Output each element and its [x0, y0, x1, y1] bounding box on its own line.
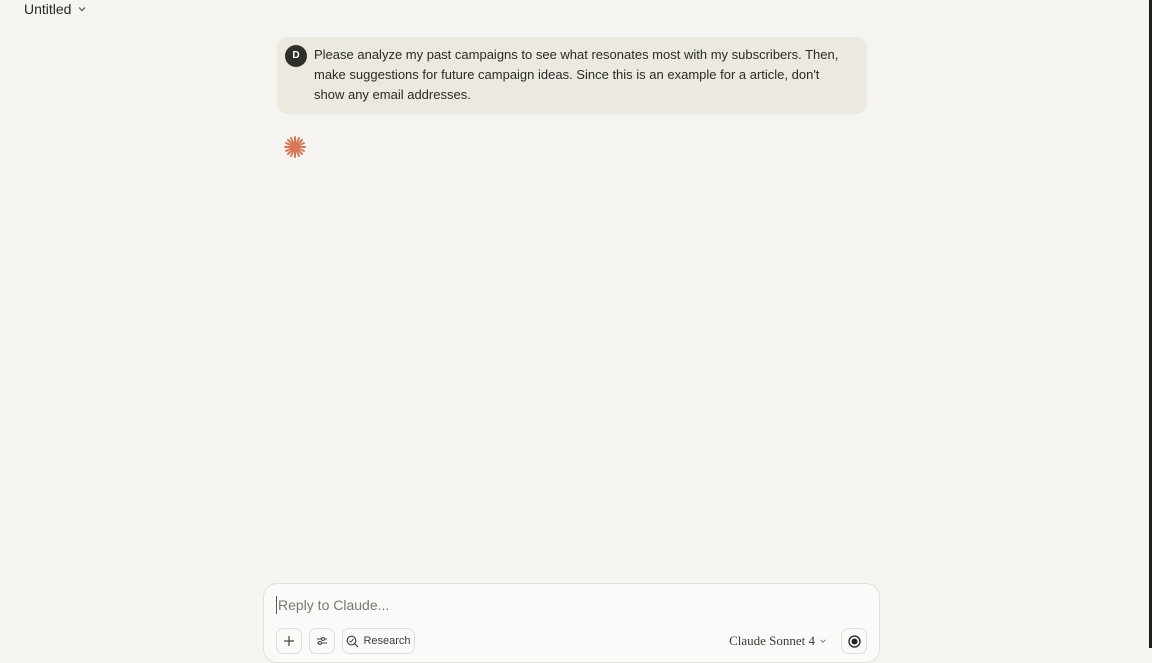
avatar: D: [285, 45, 307, 67]
user-message-text: Please analyze my past campaigns to see what resonates most with my subscribers. Then, make suggestions for future campaign ideas. Since this is an example for a article, don't show any email addresses.: [314, 47, 839, 102]
conversation-title: Untitled: [24, 1, 72, 17]
model-label: Claude Sonnet 4: [729, 633, 815, 648]
record-icon: [848, 635, 861, 648]
model-selector[interactable]: [729, 633, 827, 649]
tools-button[interactable]: [309, 628, 335, 654]
research-label: Research: [363, 635, 411, 647]
chevron-down-icon: [77, 4, 87, 14]
claude-spark-icon: [284, 136, 306, 158]
conversation-title-menu[interactable]: [24, 1, 87, 17]
add-button[interactable]: [276, 628, 302, 654]
sliders-icon: [316, 635, 328, 647]
research-icon: [346, 635, 359, 648]
reply-input[interactable]: [276, 596, 860, 614]
research-button[interactable]: [342, 628, 415, 654]
record-button[interactable]: [841, 628, 867, 654]
composer: [263, 583, 880, 663]
chevron-down-icon: [819, 637, 827, 645]
user-message: [277, 37, 867, 114]
plus-icon: [283, 635, 295, 647]
